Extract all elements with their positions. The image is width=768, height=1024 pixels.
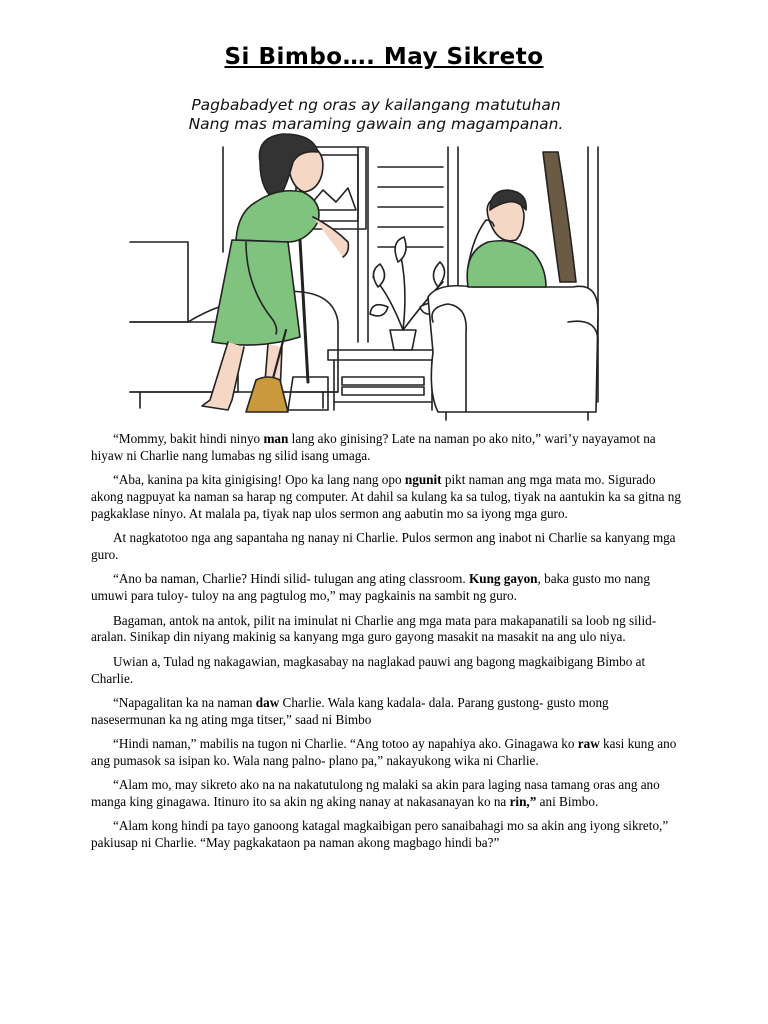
text-run: Charlie. Wala kang kadala- dala. Parang gustong- gusto mong nasesermunan ka ng ating mga titser,” saad ni Bimbo [91, 694, 609, 727]
paragraph [91, 736, 681, 770]
story-text [91, 431, 681, 860]
text-run: Bagaman, antok na antok, pilit na iminulat ni Charlie ang mga mata para makapanatili sa loob ng silid- aralan. Sinikap din niyang makinig sa kanyang mga guro gayong masakit na masakit na ang ulo niya. [91, 612, 657, 645]
text-run: “Ano ba naman, Charlie? Hindi silid- tulugan ang ating classroom. [113, 571, 469, 587]
paragraph [91, 818, 681, 852]
paragraph [91, 654, 681, 688]
text-run: “Alam kong hindi pa tayo ganoong katagal magkaibigan pero sanaibahagi mo sa akin ang iyong sikreto,” pakiusap ni Charlie. “May pagkakataon pa naman akong magbago hindi ba?” [91, 818, 669, 851]
text-run: “Aba, kanina pa kita ginigising! Opo ka lang nang opo [113, 472, 405, 488]
text-run: , baka gusto mo nang umuwi para tuloy- tuloy na ang pagtulog mo,” may pagkainis na sambit ng guro. [91, 571, 650, 604]
text-run: “Mommy, bakit hindi ninyo [113, 431, 264, 446]
paragraph [91, 613, 681, 647]
bold-text: rin,” [509, 794, 537, 810]
paragraph [91, 530, 681, 564]
paragraph [91, 431, 681, 465]
page-title: Si Bimbo…. May Sikreto [224, 44, 544, 70]
paragraph [91, 695, 681, 729]
paragraph [91, 571, 681, 605]
text-run: At nagkatotoo nga ang sapantaha ng nanay ni Charlie. Pulos sermon ang inabot ni Charlie sa kanyang mga guro. [91, 530, 676, 562]
bold-text: ngunit [404, 472, 442, 488]
caption-line-1: Pagbabadyet ng oras ay kailangang matutuhan [191, 96, 561, 114]
text-run: “Napagalitan ka na naman [113, 694, 256, 710]
text-run: ani Bimbo. [536, 794, 599, 810]
text-run: Uwian a, Tulad ng nakagawian, magkasabay na naglakad pauwi ang bagong magkaibigang Bimbo at Charlie. [91, 653, 646, 686]
caption-line-2: Nang mas maraming gawain ang magampanan. [188, 115, 564, 133]
bold-text: man [263, 431, 289, 446]
text-run: kasi kung ano ang pumasok sa isipan ko. Wala nang palno- plano pa,” nakayukong wika ni Charlie. [91, 736, 677, 768]
bold-text: daw [255, 694, 280, 710]
bold-text: Kung gayon [468, 571, 538, 587]
paragraph [91, 777, 681, 811]
bold-text: raw [577, 736, 600, 752]
text-run: “Hindi naman,” mabilis na tugon ni Charlie. “Ang totoo ay napahiya ako. Ginagawa ko [113, 736, 578, 752]
story-illustration [128, 92, 624, 424]
text-run: pikt naman ang mga mata mo. Sigurado akong nagpuyat ka naman sa harap ng computer. At dahil sa kulang ka sa tulog, tiyak na aantukin ka sa gitna ng pagkaklase ninyo. At malala pa, tiyak nap ulos sermon ang aabutin mo sa iyong mga guro. [91, 472, 681, 521]
text-run: “Alam mo, may sikreto ako na na nakatutulong ng malaki sa akin para laging nasa tamang oras ang ano manga king ginagawa. Itinuro ito sa akin ng aking nanay at nakasanayan ko na [91, 777, 660, 810]
paragraph [91, 472, 681, 522]
text-run: lang ako ginising? Late na naman po ako nito,” wari’y nayayamot na hiyaw ni Charlie nang lumabas ng silid isang umaga. [91, 431, 656, 463]
illustration-caption [128, 96, 624, 134]
